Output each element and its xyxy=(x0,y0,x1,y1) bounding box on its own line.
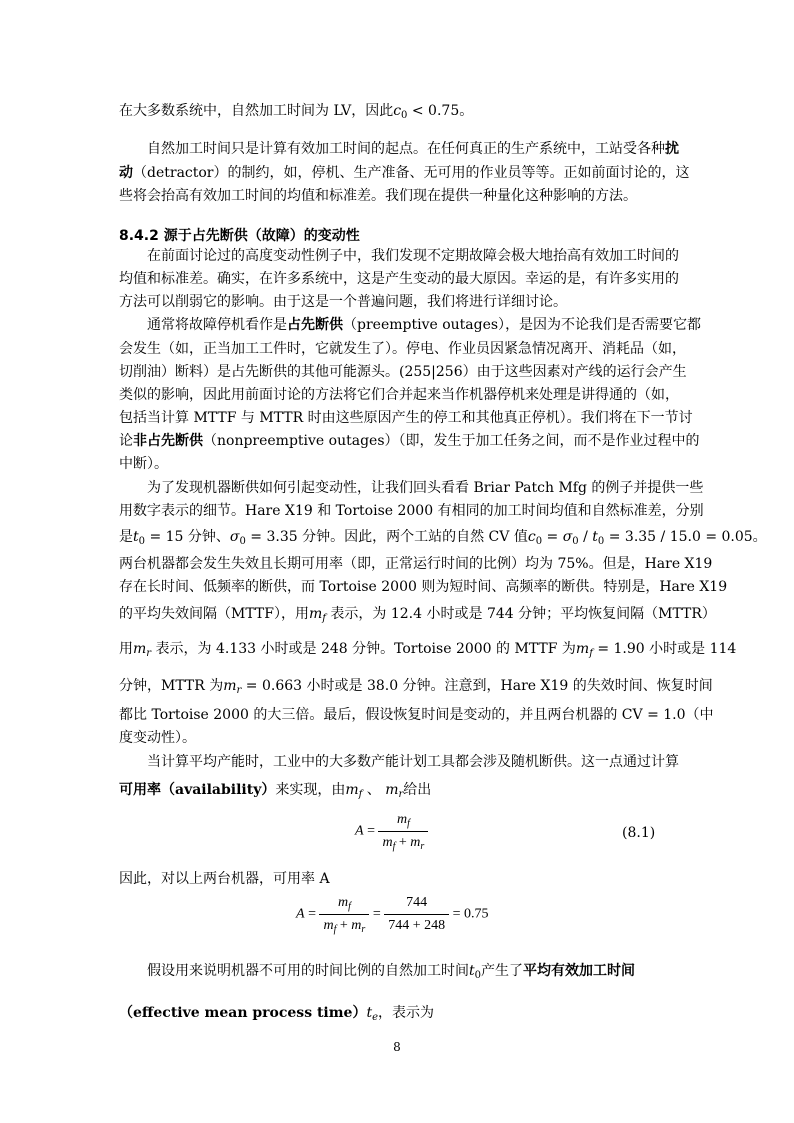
numerator: $m_f$ xyxy=(378,812,428,832)
text: = 3.35 / 15.0 = 0.05。 xyxy=(604,529,767,545)
text: / xyxy=(578,529,593,545)
fraction xyxy=(319,895,369,934)
term-bold: 可用率 xyxy=(119,782,161,798)
var-A: A xyxy=(355,823,364,839)
text: = 15 分钟、 xyxy=(145,529,230,545)
text: 表示，为 12.4 小时或是 744 分钟；平均恢复间隔（MTTR） xyxy=(325,606,716,622)
text: （detractor）的制约，如，停机、生产准备、无可用的作业员等等。正如前面讨论的，这 xyxy=(133,165,690,181)
text: 因此，对以上两台机器，可用率 A xyxy=(119,871,330,887)
var-c: c xyxy=(527,529,536,545)
equation-availability-value xyxy=(296,895,489,934)
term-bold: 扰 xyxy=(665,141,679,157)
text: = 0.663 小时或是 38.0 分钟。注意到，Hare X19 的失效时间、恢复时间 xyxy=(241,678,713,694)
text: ，是因为不论我们是否需要它都 xyxy=(505,317,702,333)
var-m: m xyxy=(308,606,323,622)
paragraph-line xyxy=(119,705,714,725)
paragraph-line xyxy=(119,408,693,428)
var-t: t xyxy=(366,1005,373,1021)
subscript: 0 xyxy=(138,536,146,547)
paragraph-line xyxy=(147,246,679,266)
numerator: 744 xyxy=(384,895,449,915)
paragraph-line xyxy=(119,527,767,547)
text: 表示，为 4.133 小时或是 248 分钟。Tortoise 2000 的 MTTF 为 xyxy=(151,641,576,657)
paragraph-line xyxy=(119,676,713,696)
term-bold: 非占先断供 xyxy=(133,433,203,449)
fraction xyxy=(384,895,449,934)
text: 两台机器都会发生失效且长期可用率（即，正常运行时间的比例）均为 75%。但是，Hare X19 xyxy=(119,556,713,572)
text: 为了发现机器断供如何引起变动性，让我们回头看看 Briar Patch Mfg 的例子并提供一些 xyxy=(147,480,704,496)
var-sigma: σ xyxy=(229,529,240,545)
text: 方法可以削弱它的影响。由于这是一个普遍问题，我们将进行详细讨论。 xyxy=(119,294,567,310)
paragraph-line xyxy=(119,385,679,405)
text: 通常将故障停机看作是 xyxy=(147,317,287,333)
var-m: m xyxy=(133,641,147,657)
text: = xyxy=(542,529,563,545)
paragraph-line xyxy=(119,1003,675,1023)
subscript: e xyxy=(372,1012,379,1023)
subscript: r xyxy=(236,685,242,696)
page-number: 8 xyxy=(393,1040,401,1054)
paragraph-line xyxy=(119,163,690,183)
text: 些将会抬高有效加工时间的均值和标准差。我们现在提供一种量化这种影响的方法。 xyxy=(119,188,637,204)
var-t: t xyxy=(133,529,139,545)
paragraph-line xyxy=(119,501,704,521)
term-english: （nonpreemptive outages） xyxy=(203,433,399,449)
text: 切削油）断料）是占先断供的其他可能源头。(255|256）由于这些因素对产线的运行会产生 xyxy=(119,364,687,380)
text: 用 xyxy=(119,641,133,657)
subscript: 0 xyxy=(535,536,543,547)
equals-sign: = xyxy=(372,906,381,922)
paragraph-line xyxy=(119,431,700,451)
equals-sign: = xyxy=(308,906,316,922)
text: 均值和标准差。确实，在许多系统中，这是产生变动的最大原因。幸运的是，有许多实用的 xyxy=(119,271,679,287)
var-m: m xyxy=(385,782,399,798)
text: = 1.90 小时或是 114 xyxy=(592,641,737,657)
equation-number: (8.1) xyxy=(622,825,656,841)
text: 在大多数系统中，自然加工时间为 LV，因此 xyxy=(119,103,394,119)
text: 在前面讨论过的高度变动性例子中，我们发现不定期故障会极大地抬高有效加工时间的 xyxy=(147,248,679,264)
text: 中断）。 xyxy=(119,456,168,472)
var-A: A xyxy=(296,906,305,922)
text: 当计算平均产能时，工业中的大多数产能计划工具都会涉及随机断供。这一点通过计算 xyxy=(147,754,679,770)
text: 存在长时间、低频率的断供，而 Tortoise 2000 则为短时间、高频率的断供。特别是，Hare X19 xyxy=(119,579,728,595)
var-m: m xyxy=(223,678,237,694)
text: 论 xyxy=(119,433,133,449)
text: 产生了 xyxy=(481,963,524,979)
paragraph-line xyxy=(119,869,675,889)
section-heading xyxy=(119,225,360,245)
var-t: t xyxy=(592,529,598,545)
text: 的平均失效间隔（MTTF），用 xyxy=(119,606,309,622)
paragraph-line xyxy=(119,454,675,474)
text: 自然加工时间只是计算有效加工时间的起点。在任何真正的生产系统中，工站受各种 xyxy=(147,141,665,157)
subscript: 0 xyxy=(401,110,408,121)
text: ，表示为 xyxy=(378,1005,435,1021)
subscript: f xyxy=(589,648,593,659)
text: 用数字表示的细节。Hare X19 和 Tortoise 2000 有相同的加工时间均值和自然标准差，分别 xyxy=(119,503,704,519)
equation-availability xyxy=(355,812,428,851)
paragraph-line xyxy=(119,101,675,121)
numerator: $m_f$ xyxy=(319,895,369,915)
paragraph-line xyxy=(119,362,687,382)
text: 都比 Tortoise 2000 的大三倍。最后，假设恢复时间是变动的，并且两台机器的 CV = 1.0（中 xyxy=(119,707,714,723)
denominator: $m_f + m_r$ xyxy=(323,918,366,935)
subscript: 0 xyxy=(597,536,605,547)
term-bold: 占先断供 xyxy=(287,317,343,333)
text: 分钟，MTTR 为 xyxy=(119,678,224,694)
text: 度变动性）。 xyxy=(119,730,196,746)
text: 类似的影响，因此用前面讨论的方法将它们合并起来当作机器停机来处理是讲得通的（如， xyxy=(119,387,679,403)
denominator: 744 + 248 xyxy=(388,918,446,933)
result: = 0.75 xyxy=(452,906,489,922)
subscript: f xyxy=(322,613,326,624)
paragraph-line xyxy=(119,339,686,359)
equals-sign: = xyxy=(367,823,375,839)
term-english: （effective mean process time） xyxy=(119,1005,367,1021)
text: < 0.75。 xyxy=(407,103,474,119)
paragraph-line xyxy=(119,269,679,289)
paragraph-line xyxy=(119,728,675,748)
term-bold: 平均有效加工时间 xyxy=(523,963,636,979)
paragraph-line xyxy=(119,577,728,597)
text: 给出 xyxy=(403,782,432,798)
term-english: （preemptive outages） xyxy=(343,317,506,333)
text: 来实现，由 xyxy=(275,782,346,798)
paragraph-line xyxy=(119,604,716,624)
subscript: r xyxy=(398,789,404,800)
paragraph-line xyxy=(147,139,679,159)
paragraph-line xyxy=(119,780,675,800)
var-t: t xyxy=(469,963,475,979)
subscript: 0 xyxy=(239,536,246,547)
paragraph-line xyxy=(119,292,675,312)
var-m: m xyxy=(575,641,590,657)
paragraph-line xyxy=(119,639,737,659)
paragraph-line xyxy=(119,186,675,206)
paragraph-line xyxy=(147,752,679,772)
text: 会发生（如，正当加工工件时，它就发生了）。停电、作业员因紧急情况离开、消耗品（如， xyxy=(119,341,686,357)
subscript: 0 xyxy=(474,970,482,981)
paragraph-line xyxy=(147,478,704,498)
var-c: c xyxy=(393,103,402,119)
text: （即，发生于加工任务之间，而不是作业过程中的 xyxy=(398,433,700,449)
denominator: $m_f + m_r$ xyxy=(382,835,425,852)
subscript: 0 xyxy=(572,536,579,547)
var-m: m xyxy=(345,782,359,798)
term-bold: 动 xyxy=(119,165,133,181)
text: 假设用来说明机器不可用的时间比例的自然加工时间 xyxy=(147,963,469,979)
subscript: f xyxy=(358,789,363,800)
fraction xyxy=(378,812,428,851)
paragraph-line xyxy=(119,554,713,574)
section-number: 8.4.2 xyxy=(119,228,159,244)
section-title: 源于占先断供（故障）的变动性 xyxy=(163,228,360,244)
text: 包括当计算 MTTF 与 MTTR 时由这些原因产生的停工和其他真正停机）。我们将在下一节讨 xyxy=(119,410,693,426)
subscript: r xyxy=(146,648,152,659)
text: 、 xyxy=(362,782,386,798)
text: = 3.35 分钟。因此，两个工站的自然 CV 值 xyxy=(245,529,528,545)
text: 是 xyxy=(119,529,133,545)
paragraph-line xyxy=(147,315,702,335)
var-sigma: σ xyxy=(562,529,573,545)
paragraph-line xyxy=(147,961,675,981)
term-english: （availability） xyxy=(161,782,276,798)
